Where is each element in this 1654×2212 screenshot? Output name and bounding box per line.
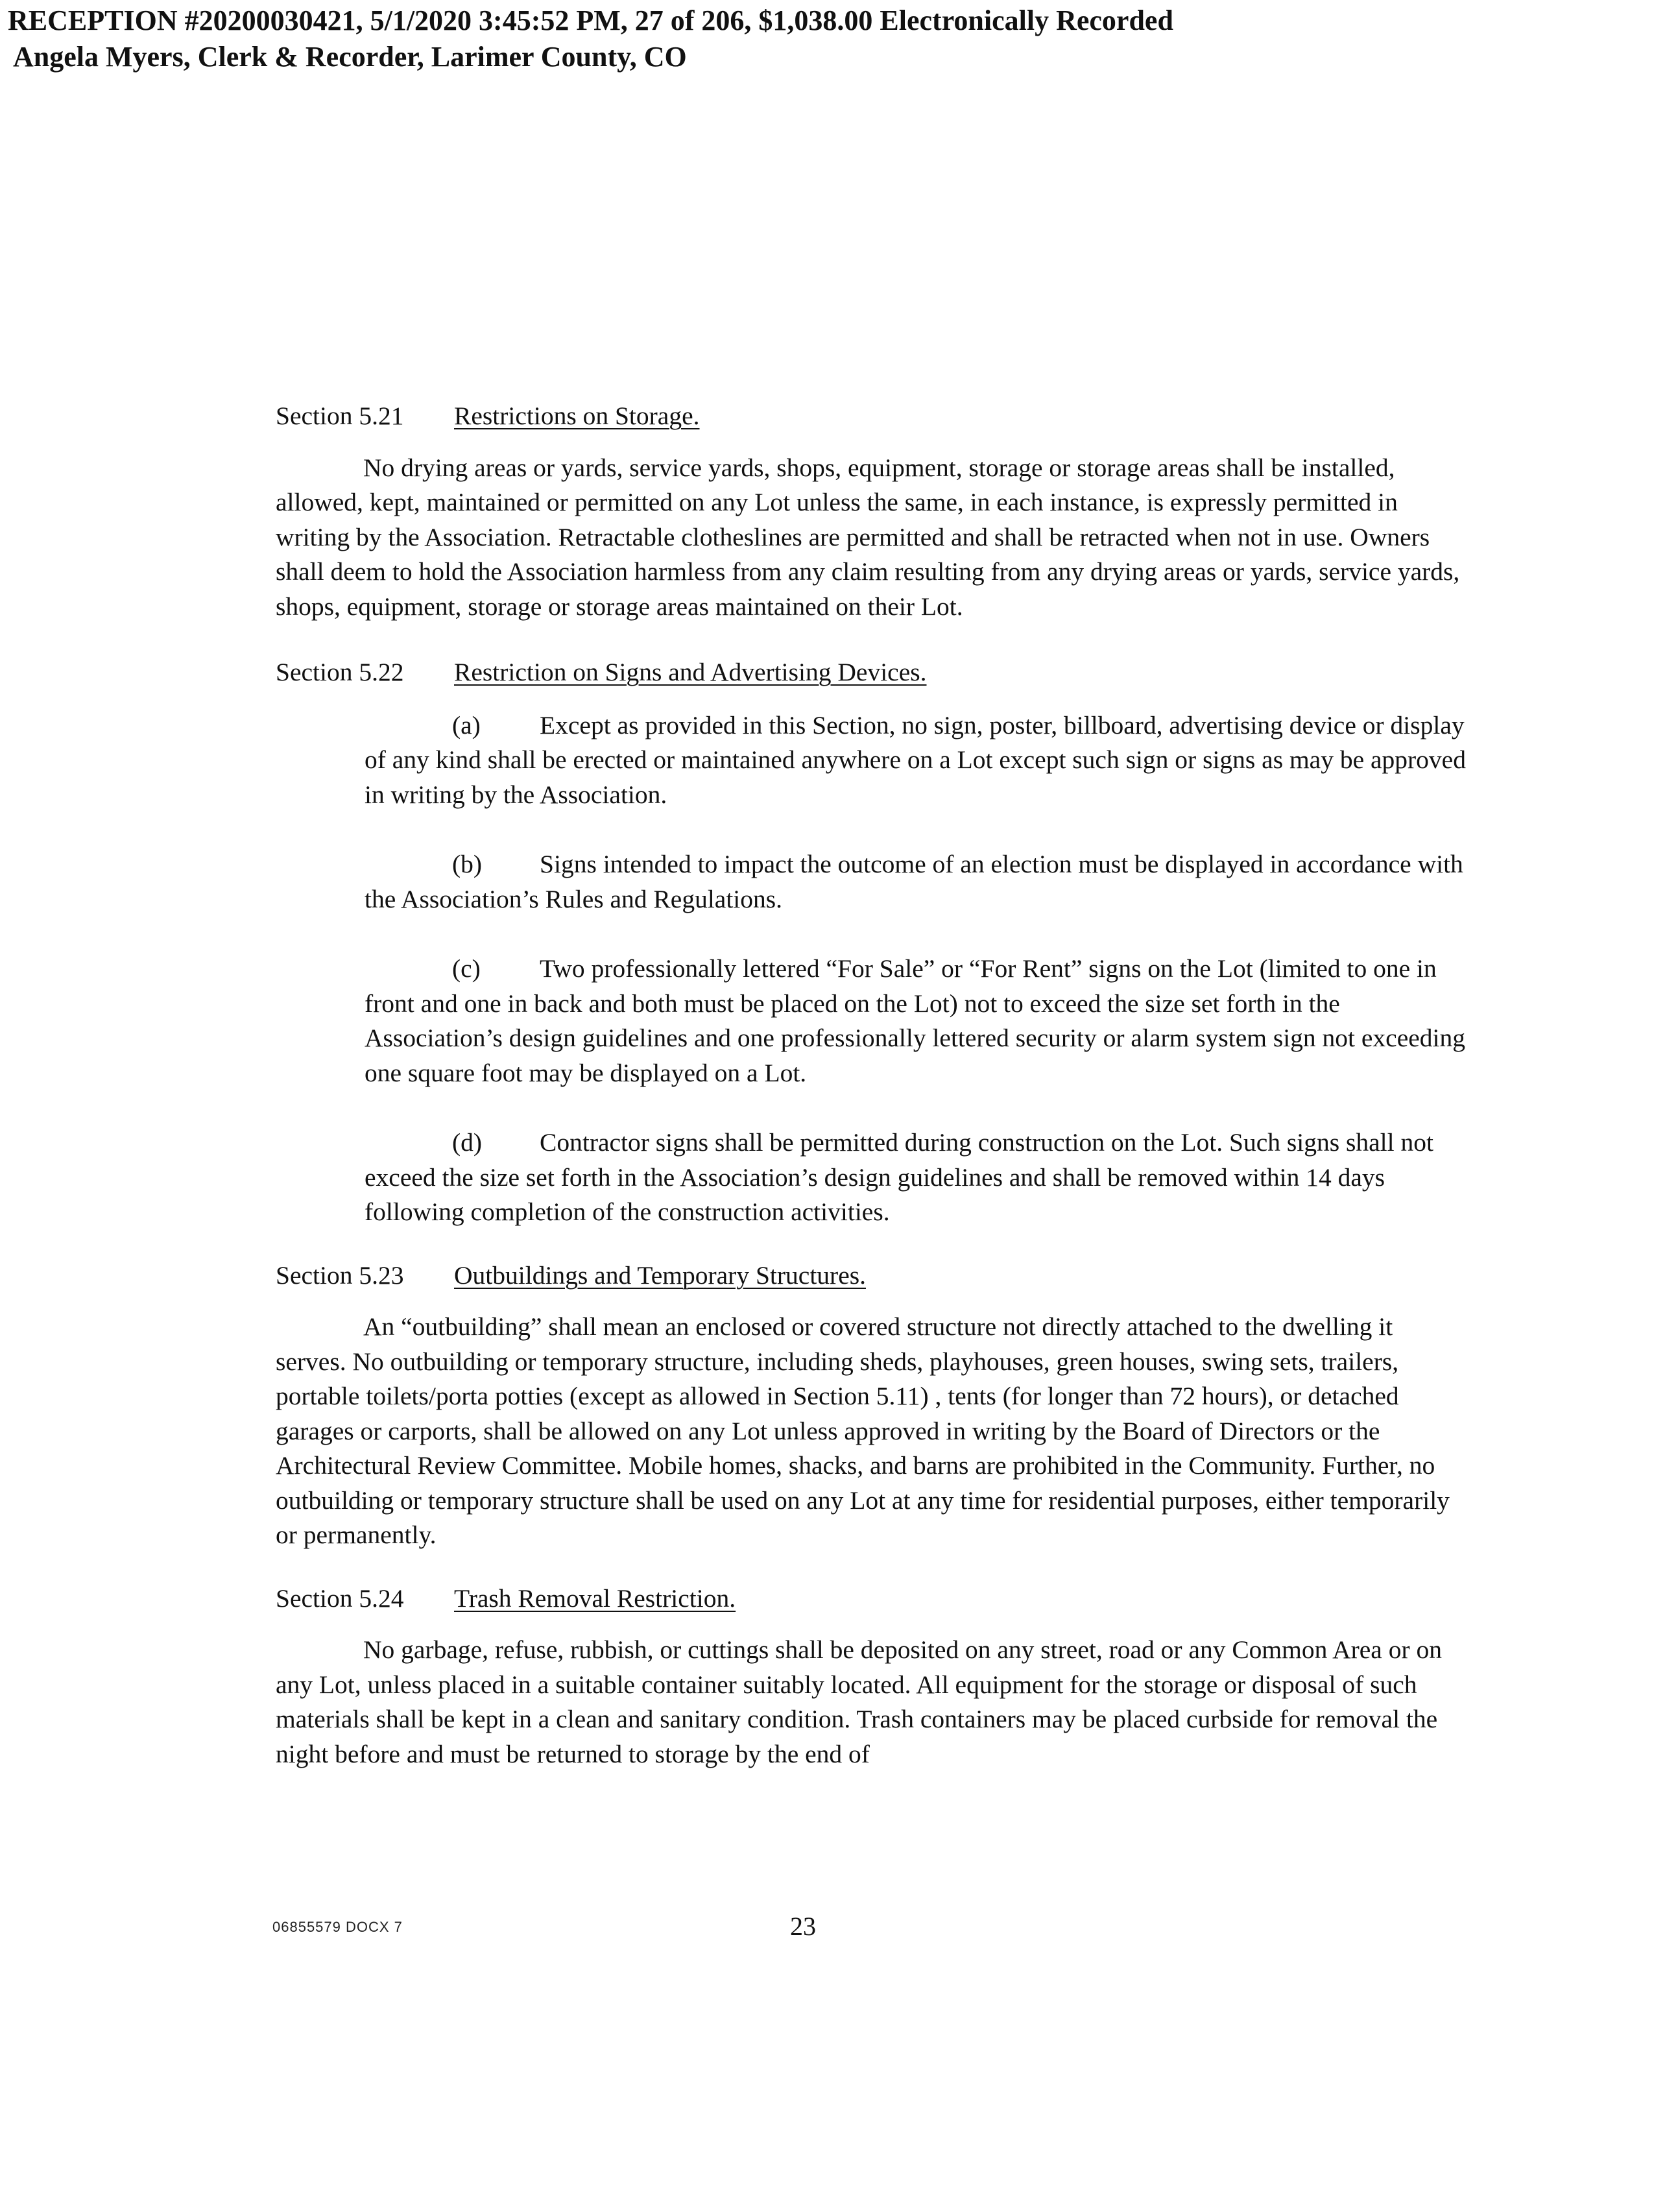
subsection-text: Two professionally lettered “For Sale” or “For Rent” signs on the Lot (limited to one in front and one in back and both must be placed on the Lot) not to exceed the size set forth in the Association’s design guidelines and one professionally lettered security or alarm system sign not exceeding one square foot may be displayed on a Lot. bbox=[365, 954, 1465, 1087]
section-paragraph: An “outbuilding” shall mean an enclosed or covered structure not directly attached to the dwelling it serves. No outbuilding or temporary structure, including sheds, playhouses, green houses, swing sets, trailers, portable toilets/porta potties (except as allowed in Section 5.11) , tents (for longer than 72 hours), or detached garages or carports, shall be allowed on any Lot unless approved in writing by the Board of Directors or the Architectural Review Committee. Mobile homes, shacks, and barns are prohibited in the Community. Further, no outbuilding or temporary structure shall be used on any Lot at any time for residential purposes, either temporarily or permanently. bbox=[276, 1312, 1450, 1549]
subsection-d bbox=[365, 1125, 1469, 1230]
subsection-b bbox=[365, 847, 1469, 917]
document-id: 06855579 DOCX 7 bbox=[272, 1919, 403, 1935]
section-heading bbox=[276, 399, 1469, 434]
recording-stamp-line-1: RECEPTION #20200030421, 5/1/2020 3:45:52 PM, 27 of 206, $1,038.00 Electronically Recorded bbox=[8, 5, 1173, 36]
section-number: Section 5.22 bbox=[276, 658, 404, 686]
section-heading bbox=[276, 1258, 1469, 1293]
subsection-label: (a) bbox=[452, 710, 481, 739]
page-number: 23 bbox=[790, 1912, 816, 1941]
section-5-24 bbox=[276, 1581, 1469, 1772]
recording-stamp-line-2: Angela Myers, Clerk & Recorder, Larimer County, CO bbox=[13, 41, 687, 73]
section-number: Section 5.21 bbox=[276, 402, 404, 430]
section-5-22 bbox=[276, 655, 1469, 1230]
recording-stamp bbox=[8, 3, 1173, 75]
subsection-c bbox=[365, 952, 1469, 1090]
subsection-text: Contractor signs shall be permitted during construction on the Lot. Such signs shall not exceed the size set forth in the Association’s design guidelines and shall be removed within 14 days following completion of the construction activities. bbox=[365, 1128, 1433, 1226]
section-paragraph: No garbage, refuse, rubbish, or cuttings shall be deposited on any street, road or any Common Area or on any Lot, unless placed in a suitable container suitably located. All equipment for the storage or disposal of such materials shall be kept in a clean and sanitary condition. Trash containers may be placed curbside for removal the night before and must be returned to storage by the end of bbox=[276, 1635, 1442, 1768]
subsection-a bbox=[365, 708, 1469, 813]
subsection-text: Signs intended to impact the outcome of an election must be displayed in accordance with the Association’s Rules and Regulations. bbox=[365, 850, 1463, 913]
subsection-label: (c) bbox=[452, 954, 481, 983]
section-title: Outbuildings and Temporary Structures. bbox=[454, 1260, 866, 1290]
section-5-21 bbox=[276, 399, 1469, 624]
section-heading bbox=[276, 1581, 1469, 1617]
section-title: Restriction on Signs and Advertising Devices. bbox=[454, 658, 927, 686]
section-title: Restrictions on Storage. bbox=[454, 402, 700, 430]
subsection-text: Except as provided in this Section, no sign, poster, billboard, advertising device or display of any kind shall be erected or maintained anywhere on a Lot except such sign or signs as may be approved in writing by the Association. bbox=[365, 710, 1466, 809]
section-number: Section 5.24 bbox=[276, 1583, 404, 1613]
section-number: Section 5.23 bbox=[276, 1260, 404, 1290]
subsection-label: (d) bbox=[452, 1128, 483, 1157]
subsection-label: (b) bbox=[452, 850, 483, 878]
section-heading bbox=[276, 655, 1469, 690]
document-body bbox=[276, 399, 1469, 1772]
section-paragraph: No drying areas or yards, service yards, shops, equipment, storage or storage areas shall be installed, allowed, kept, maintained or permitted on any Lot unless the same, in each instance, is expressly permitted in writing by the Association. Retractable clotheslines are permitted and shall be retracted when not in use. Owners shall deem to hold the Association harmless from any claim resulting from any drying areas or yards, service yards, shops, equipment, storage or storage areas maintained on their Lot. bbox=[276, 453, 1460, 621]
section-title: Trash Removal Restriction. bbox=[454, 1583, 736, 1613]
section-5-23 bbox=[276, 1258, 1469, 1553]
